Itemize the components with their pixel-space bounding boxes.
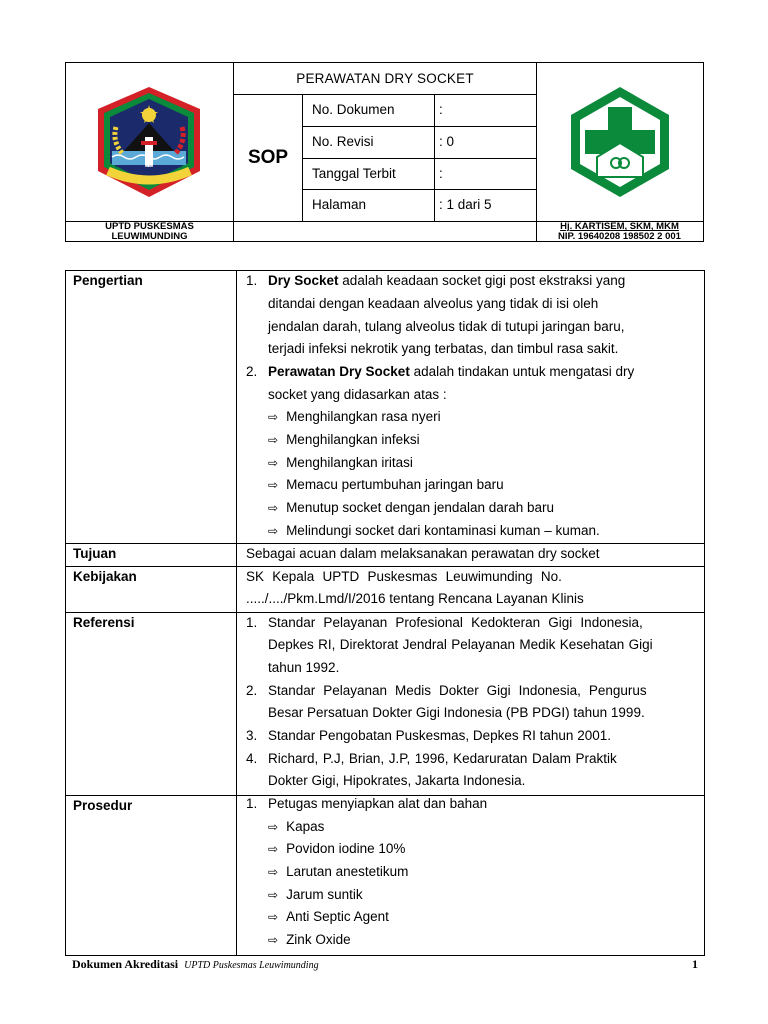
meta-label: No. Revisi <box>312 134 374 150</box>
row-divider <box>66 612 704 613</box>
bullet-text: Povidon iodine 10% <box>286 841 406 856</box>
bullet-text: Menghilangkan infeksi <box>286 432 420 447</box>
pengertian-item-1-line-2: ditandai dengan keadaan alveolus yang tidak di isi oleh <box>268 296 599 311</box>
column-divider <box>236 271 237 955</box>
row-divider <box>66 566 704 567</box>
bullet-item <box>268 864 408 879</box>
pengertian-item-2-line-1 <box>268 364 634 379</box>
prosedur-item-1: Petugas menyiapkan alat dan bahan <box>268 796 488 811</box>
bullet-item <box>268 455 413 470</box>
label-referensi: Referensi <box>73 615 135 630</box>
arrow-bullet-icon: ⇨ <box>268 910 279 924</box>
list-number: 1. <box>246 615 258 630</box>
puskesmas-logo <box>565 85 675 199</box>
header-divider <box>536 63 537 241</box>
page-number: 1 <box>692 957 698 971</box>
arrow-bullet-icon: ⇨ <box>268 842 279 856</box>
bullet-text: Menghilangkan iritasi <box>286 455 413 470</box>
arrow-bullet-icon: ⇨ <box>268 865 279 879</box>
bullet-text: Anti Septic Agent <box>286 909 389 924</box>
meta-value: : <box>439 102 443 118</box>
list-number: 1. <box>246 796 258 811</box>
bullet-item <box>268 819 324 834</box>
arrow-bullet-icon: ⇨ <box>268 478 279 492</box>
signer-block <box>536 222 703 242</box>
bullet-text: Zink Oxide <box>286 932 351 947</box>
footer-label: Dokumen Akreditasi <box>72 957 179 971</box>
tujuan-text: Sebagai acuan dalam melaksanakan perawatan dry socket <box>246 546 600 561</box>
meta-value: : <box>439 166 443 182</box>
referensi-1-line-2: Depkes RI, Direktorat Jendral Pelayanan Medik Kesehatan Gigi <box>268 637 653 652</box>
pengertian-item-2-line-2: socket yang didasarkan atas : <box>268 387 447 402</box>
arrow-bullet-icon: ⇨ <box>268 933 279 947</box>
label-tujuan: Tujuan <box>73 546 117 561</box>
bullet-item <box>268 887 363 902</box>
referensi-3-line-1: Standar Pengobatan Puskesmas, Depkes RI tahun 2001. <box>268 728 611 743</box>
list-number: 1. <box>246 273 258 288</box>
footer-script-text: UPTD Puskesmas Leuwimunding <box>184 960 319 971</box>
bullet-text: Memacu pertumbuhan jaringan baru <box>286 477 504 492</box>
meta-label: No. Dokumen <box>312 102 395 118</box>
referensi-2-line-1: Standar Pelayanan Medis Dokter Gigi Indonesia, Pengurus <box>268 683 647 698</box>
arrow-bullet-icon: ⇨ <box>268 524 279 538</box>
arrow-bullet-icon: ⇨ <box>268 501 279 515</box>
referensi-4-line-2: Dokter Gigi, Hipokrates, Jakarta Indonesia. <box>268 773 526 788</box>
bullet-item <box>268 841 405 856</box>
org-name <box>66 222 233 242</box>
meta-row-tanggal-terbit <box>302 158 536 190</box>
org-line-1: UPTD PUSKESMAS <box>105 221 194 232</box>
arrow-bullet-icon: ⇨ <box>268 888 279 902</box>
arrow-bullet-icon: ⇨ <box>268 456 279 470</box>
list-number: 2. <box>246 683 258 698</box>
bullet-item <box>268 409 441 424</box>
bullet-text: Jarum suntik <box>286 887 363 902</box>
emblem-ribbon-text: PINDANG KAWIN BUNDAN MAMPU <box>115 164 183 169</box>
document-title: PERAWATAN DRY SOCKET <box>296 71 474 86</box>
bullet-item <box>268 909 389 924</box>
kebijakan-line-2: ...../..../Pkm.Lmd/I/2016 tentang Rencana Layanan Klinis <box>246 591 584 606</box>
list-number: 2. <box>246 364 258 379</box>
signer-nip: NIP. 19640208 198502 2 001 <box>558 231 681 242</box>
bullet-item <box>268 477 504 492</box>
referensi-1-line-3: tahun 1992. <box>268 660 340 675</box>
page-footer <box>72 957 698 972</box>
bullet-text: Larutan anestetikum <box>286 864 409 879</box>
meta-row-no-revisi <box>302 126 536 158</box>
meta-label: Halaman <box>312 197 367 213</box>
bullet-item <box>268 523 600 538</box>
list-number: 4. <box>246 751 258 766</box>
pengertian-item-1-line-4: terjadi infeksi nekrotik yang terbatas, dan timbul rasa sakit. <box>268 341 619 356</box>
org-line-2: LEUWIMUNDING <box>111 231 188 242</box>
bullet-item <box>268 500 554 515</box>
document-header <box>65 62 704 242</box>
list-number: 3. <box>246 728 258 743</box>
sop-label: SOP <box>247 146 289 168</box>
kebijakan-line-1: SK Kepala UPTD Puskesmas Leuwimunding No. <box>246 569 562 584</box>
arrow-bullet-icon: ⇨ <box>268 820 279 834</box>
meta-row-halaman <box>302 189 536 221</box>
term-perawatan-dry-socket: Perawatan Dry Socket <box>268 364 410 379</box>
term-dry-socket: Dry Socket <box>268 273 339 288</box>
meta-label: Tanggal Terbit <box>312 166 396 182</box>
regency-emblem-logo <box>94 85 204 199</box>
arrow-bullet-icon: ⇨ <box>268 410 279 424</box>
meta-row-no-dokumen <box>302 94 536 126</box>
row-divider <box>66 543 704 544</box>
meta-value: : 1 dari 5 <box>439 197 492 213</box>
label-pengertian: Pengertian <box>73 273 143 288</box>
referensi-2-line-2: Besar Persatuan Dokter Gigi Indonesia (PB PDGI) tahun 1999. <box>268 705 645 720</box>
bullet-text: Menghilangkan rasa nyeri <box>286 409 441 424</box>
bullet-text: Menutup socket dengan jendalan darah baru <box>286 500 555 515</box>
referensi-4-line-1: Richard, P.J, Brian, J.P, 1996, Kedaruratan Dalam Praktik <box>268 751 617 766</box>
definition-text: adalah keadaan socket gigi post ekstraksi yang <box>338 273 626 288</box>
referensi-1-line-1: Standar Pelayanan Profesional Kedokteran Gigi Indonesia, <box>268 615 643 630</box>
meta-value: : 0 <box>439 134 455 150</box>
label-prosedur: Prosedur <box>73 798 133 813</box>
bullet-text: Melindungi socket dari kontaminasi kuman – kuman. <box>286 523 600 538</box>
bullet-item <box>268 932 351 947</box>
bullet-item <box>268 432 420 447</box>
pengertian-item-1-line-3: jendalan darah, tulang alveolus tidak di tutupi jaringan baru, <box>268 319 625 334</box>
label-kebijakan: Kebijakan <box>73 569 137 584</box>
signer-name: Hj. KARTISEM, SKM, MKM <box>560 221 679 232</box>
bullet-text: Kapas <box>286 819 325 834</box>
sop-content-table <box>65 270 705 956</box>
definition-text: adalah tindakan untuk mengatasi dry <box>409 364 635 379</box>
pengertian-item-1-line-1 <box>268 273 625 288</box>
arrow-bullet-icon: ⇨ <box>268 433 279 447</box>
